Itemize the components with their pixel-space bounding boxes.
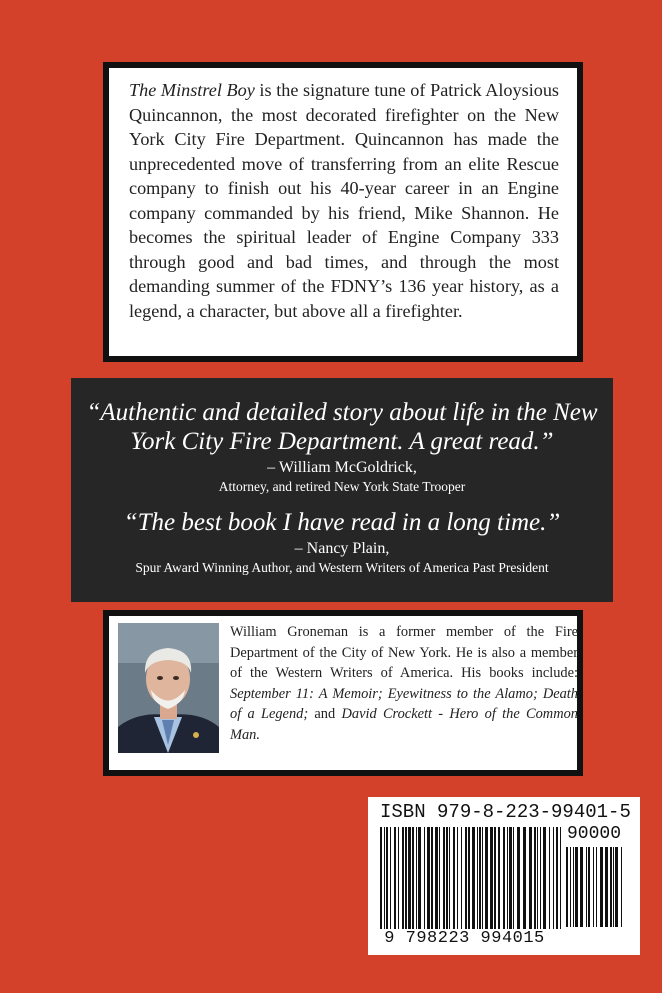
author-bio <box>230 622 578 745</box>
author-last-book: David Crockett - Hero of the Common Man. <box>230 706 578 743</box>
barcode-bar <box>503 827 505 929</box>
barcode-bar <box>556 827 558 929</box>
barcode-bar <box>402 827 404 929</box>
barcode-bar <box>439 827 440 929</box>
barcode-bar <box>482 827 483 929</box>
barcode-bar <box>543 827 546 929</box>
author-bio-text: William Groneman is a former member of the Fire Department of the City of New York. He is also a member of the Western Writers of America. His books include: <box>230 624 578 681</box>
barcode-bar <box>509 827 512 929</box>
barcode-bar <box>398 827 399 929</box>
review-2-credentials: Spur Award Winning Author, and Western Writers of America Past President <box>135 560 549 575</box>
author-bio-and: and <box>308 706 342 722</box>
barcode-bar <box>449 827 450 929</box>
blurb-title: The Minstrel Boy <box>129 80 255 100</box>
barcode-bar <box>580 847 583 927</box>
barcode-bar <box>457 827 458 929</box>
barcode-bar <box>418 827 421 929</box>
barcode-bar <box>416 827 417 929</box>
barcode-bar <box>380 827 382 929</box>
addon-barcode-bars <box>566 847 628 947</box>
blurb-frame <box>103 62 583 362</box>
blurb-text: is the signature tune of Patrick Aloysious Quincannon, the most decorated firefighter on the New York City Fire Department. Quincannon has made the unprecedented move of transferring from an elite Rescue company to finish out his 40-year career in an Engine company commanded by his friend, Mike Shannon. He becomes the spiritual leader of Engine Company 333 through good and bad times, and through the most demanding summer of the FDNY’s 136 year history, as a legend, a character, but above all a firefighter. <box>129 80 560 321</box>
barcode-bar <box>593 847 594 927</box>
review-quote-1: “Authentic and detailed story about life in the New York City Fire Department. A great read.” <box>86 399 598 455</box>
barcode-bar <box>472 827 475 929</box>
barcode-bar <box>560 827 561 929</box>
barcode-bar <box>479 827 481 929</box>
author-photo <box>118 623 219 753</box>
review-quotes-band <box>71 378 613 602</box>
barcode-bar <box>596 847 597 927</box>
barcode-bar <box>468 827 470 929</box>
barcode-bar <box>390 827 391 929</box>
barcode-bar <box>435 827 438 929</box>
review-1-credentials: Attorney, and retired New York State Trooper <box>218 479 466 494</box>
barcode-bar <box>465 827 467 929</box>
review-1-author: – William McGoldrick, <box>267 459 417 476</box>
barcode-bar <box>485 827 488 929</box>
author-books: September 11: A Memoir; Eyewitness to the Alamo; Death of a Legend; <box>230 685 578 722</box>
barcode-bar <box>513 827 514 929</box>
barcode-bar <box>613 847 614 927</box>
barcode-bar <box>412 827 414 929</box>
barcode-bar <box>498 827 500 929</box>
barcode-bar <box>570 847 571 927</box>
barcode-bar <box>431 827 433 929</box>
barcode-bar <box>534 827 536 929</box>
author-section <box>109 616 577 770</box>
barcode-bar <box>540 827 541 929</box>
barcode-bar <box>427 827 430 929</box>
barcode-bar <box>610 847 612 927</box>
barcode-bar <box>615 847 618 927</box>
barcode-bar <box>575 847 578 927</box>
barcode-bar <box>408 827 411 929</box>
barcode-bar <box>477 827 478 929</box>
barcode-bar <box>586 847 587 927</box>
review-quote-2: “The best book I have read in a long time.” <box>123 509 561 536</box>
barcode-bar <box>405 827 407 929</box>
barcode-bar <box>490 827 493 929</box>
barcode-bar <box>461 827 462 929</box>
author-frame <box>103 610 583 776</box>
barcode-bar <box>605 847 608 927</box>
isbn-barcode <box>368 797 640 955</box>
barcode-bar <box>588 847 590 927</box>
barcode-bar <box>523 827 526 929</box>
barcode-bar <box>553 827 554 929</box>
barcode-bar <box>424 827 425 929</box>
barcode-bar <box>394 827 396 929</box>
barcode-bar <box>537 827 538 929</box>
barcode-bar <box>453 827 455 929</box>
barcode-bar <box>507 827 508 929</box>
price-code: 90000 <box>567 824 622 844</box>
barcode-bar <box>566 847 568 927</box>
barcode-bar <box>494 827 496 929</box>
barcode-bar <box>386 827 388 929</box>
ean-digits: 9 798223 994015 <box>384 929 545 948</box>
barcode-bar <box>517 827 520 929</box>
review-2-author: – Nancy Plain, <box>294 540 390 557</box>
isbn-label: ISBN 979-8-223-99401-5 <box>380 801 631 823</box>
barcode-bar <box>549 827 550 929</box>
barcode-bar <box>443 827 445 929</box>
barcode-bar <box>600 847 603 927</box>
barcode-bar <box>446 827 448 929</box>
barcode-bar <box>529 827 532 929</box>
barcode-bar <box>573 847 574 927</box>
barcode-bar <box>384 827 385 929</box>
barcode-bar <box>621 847 622 927</box>
book-blurb <box>109 68 577 356</box>
